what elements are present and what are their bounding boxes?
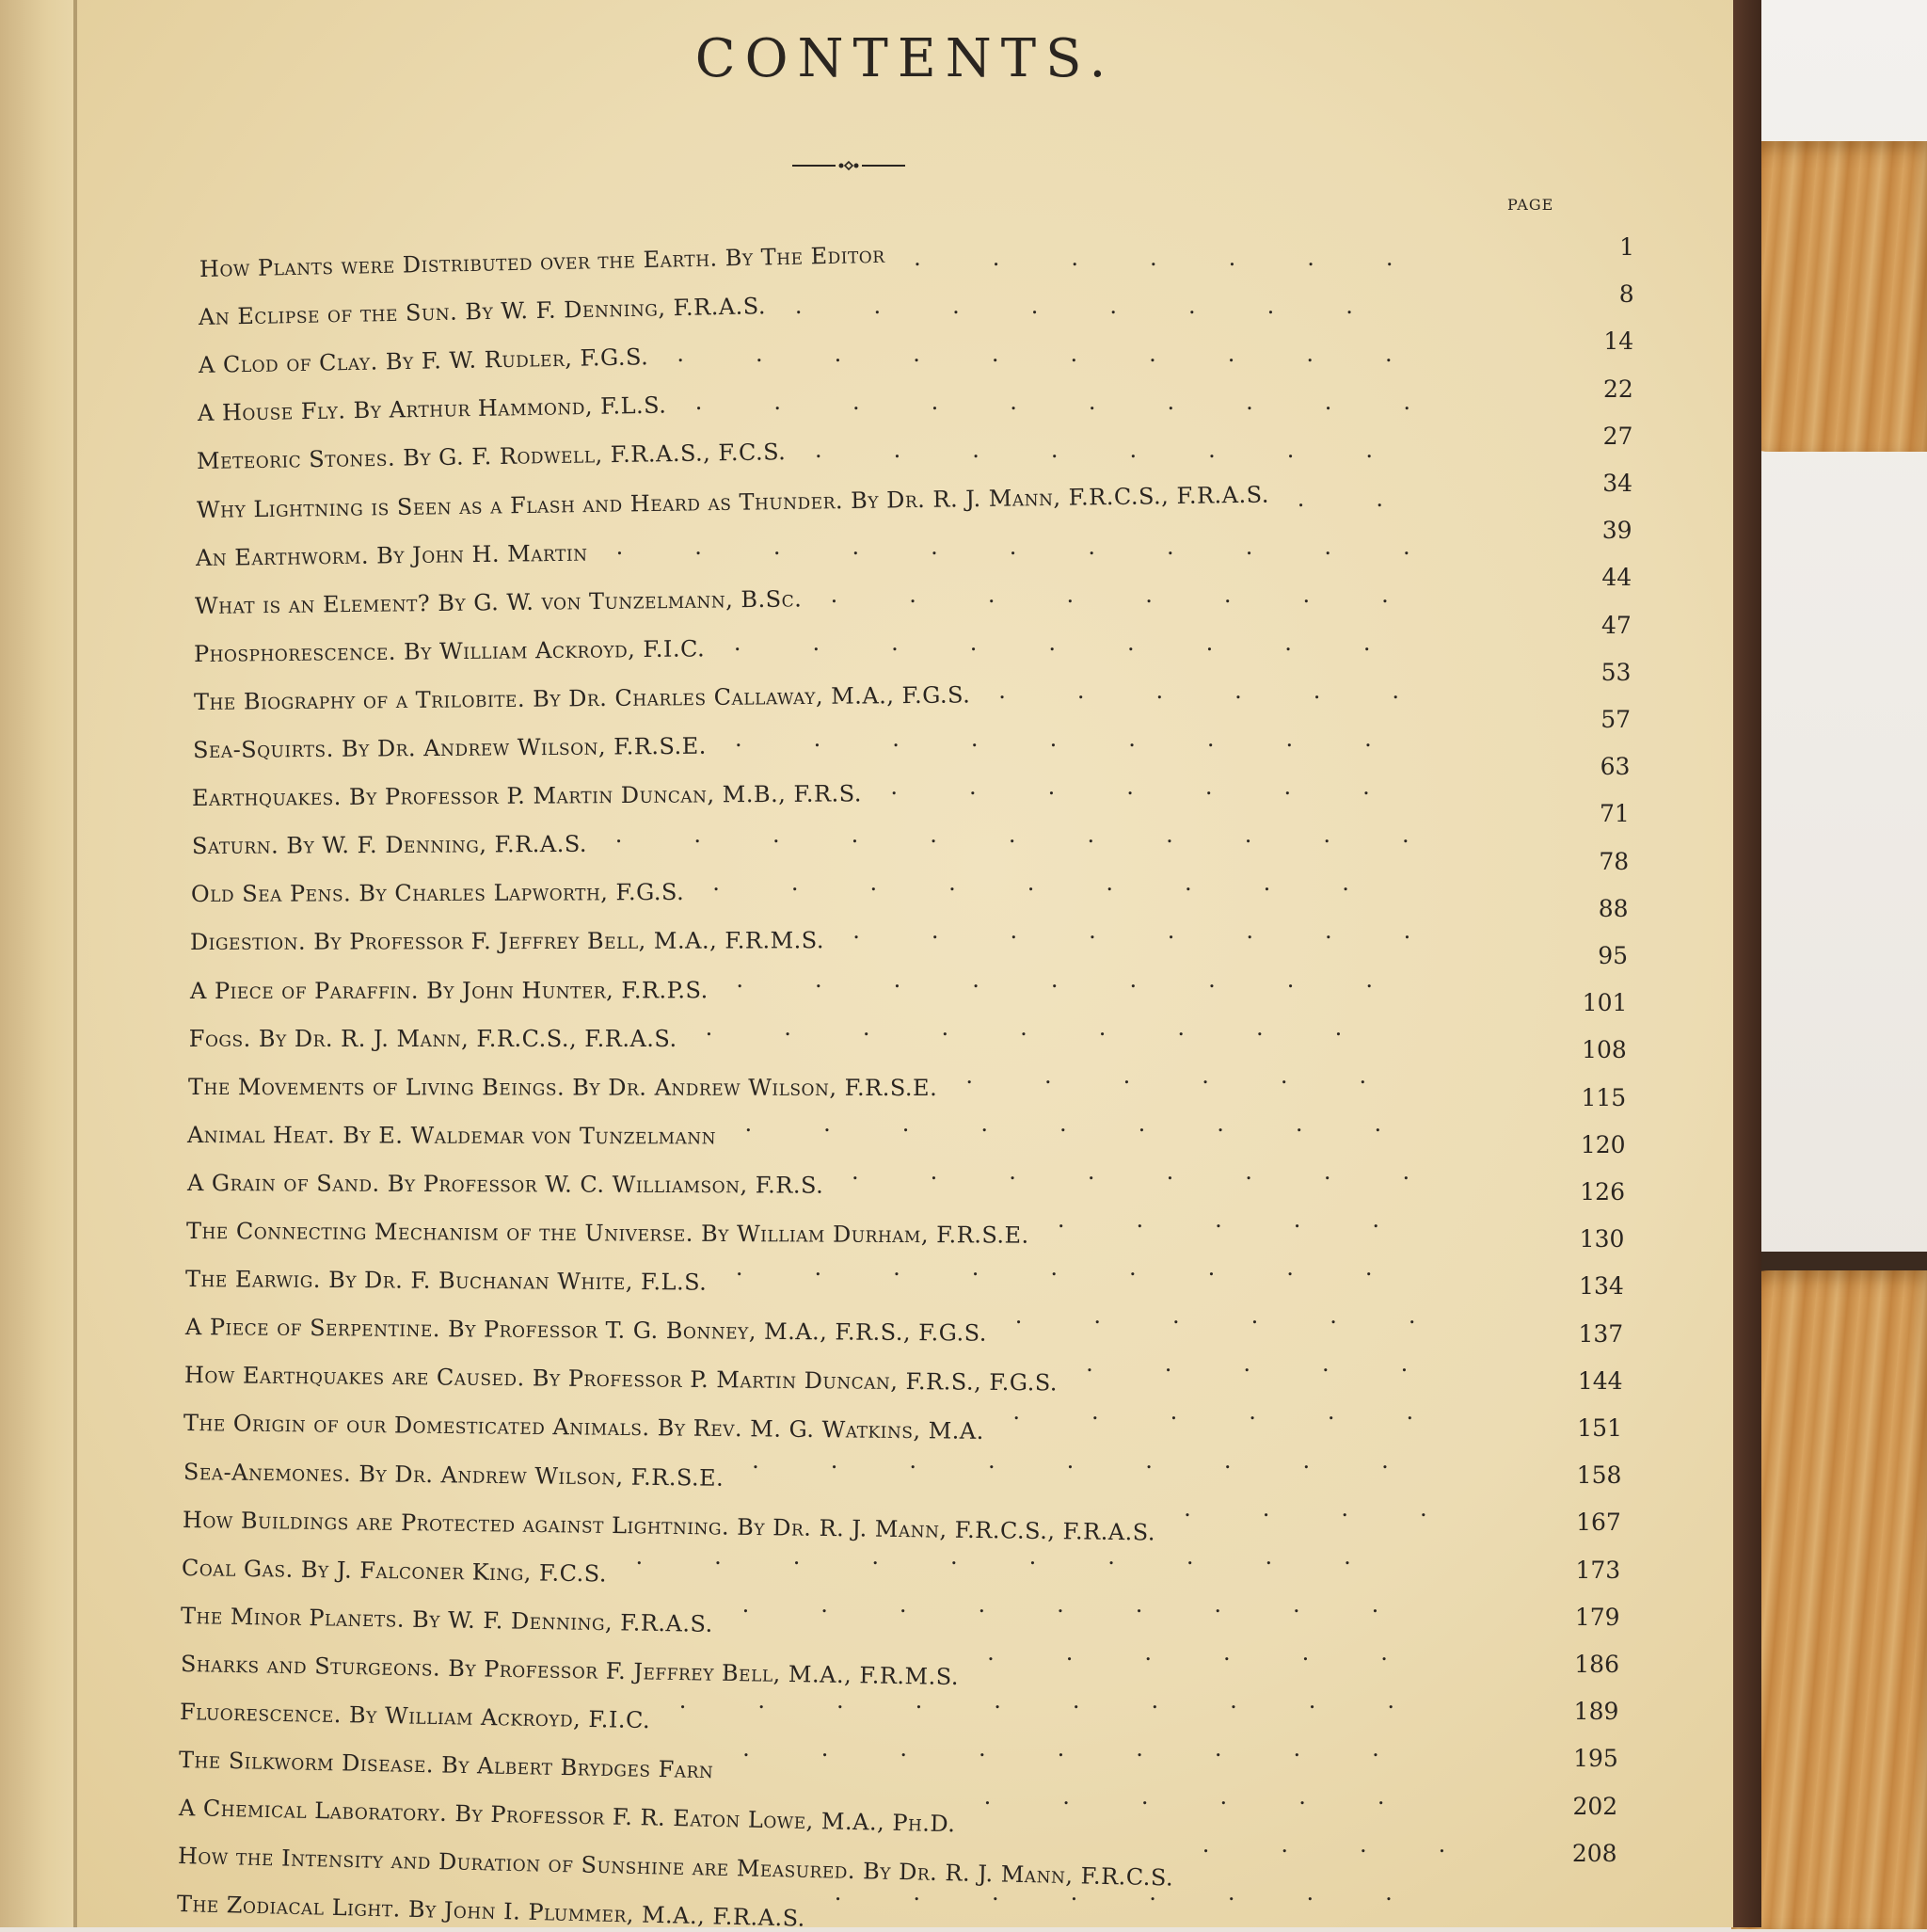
- toc-page-number: 130: [1579, 1225, 1625, 1253]
- toc-title: Sea-Anemones. By Dr. Andrew Wilson, F.R.S.E.: [183, 1458, 724, 1492]
- toc-entry: [77, 706, 1733, 763]
- toc-page-number: 126: [1580, 1178, 1625, 1206]
- toc-page-number: 14: [1603, 327, 1634, 356]
- toc-leader-dots: ......: [987, 1638, 1459, 1666]
- toc-title: An Earthworm. By John H. Martin: [195, 539, 588, 571]
- toc-leader-dots: ......: [983, 1783, 1457, 1811]
- toc-title: How Earthquakes are Caused. By Professor P. Martin Duncan, F.R.S., F.G.S.: [183, 1362, 1059, 1397]
- toc-leader-dots: .........: [752, 1446, 1460, 1474]
- toc-leader-dots: .....: [1057, 1206, 1452, 1233]
- toc-title: A Grain of Sand. By Professor W. C. Williamson, F.R.S.: [186, 1169, 823, 1199]
- toc-page-number: 57: [1601, 706, 1631, 733]
- toc-leader-dots: ..........: [635, 1542, 1423, 1570]
- toc-entry: [77, 753, 1733, 812]
- toc-leader-dots: .........: [741, 1590, 1451, 1618]
- toc-page-number: 39: [1601, 517, 1632, 545]
- toc-page-number: 22: [1602, 375, 1633, 403]
- toc-title: Animal Heat. By E. Waldemar von Tunzelmann: [187, 1121, 717, 1150]
- toc-page-number: 158: [1576, 1461, 1622, 1490]
- toc-leader-dots: ...........: [615, 533, 1482, 560]
- toc-title: A Chemical Laboratory. By Professor F. R. Eaton Lowe, M.A., Ph.D.: [178, 1795, 956, 1838]
- toc-title: Phosphorescence. By William Ackroyd, F.I.C.: [194, 635, 706, 667]
- toc-leader-dots: ..........: [694, 389, 1483, 416]
- toc-title: Old Sea Pens. By Charles Lapworth, F.G.S.: [190, 879, 685, 908]
- toc-entry: [77, 658, 1733, 715]
- toc-leader-dots: .........: [712, 870, 1421, 897]
- page-column-label: PAGE: [1507, 196, 1554, 214]
- toc-entry: [77, 327, 1733, 379]
- toc-title: Why Lightning is Seen as a Flash and Heard as Thunder. By Dr. R. J. Mann, F.R.C.S., F.R.A.S.: [196, 481, 1269, 523]
- toc-page-number: 108: [1582, 1036, 1627, 1064]
- toc-leader-dots: ........: [794, 293, 1425, 320]
- toc-page-number: 71: [1599, 800, 1630, 828]
- toc-leader-dots: ......: [998, 677, 1472, 704]
- toc-leader-dots: .........: [735, 1254, 1444, 1282]
- toc-title: How Buildings are Protected against Lightning. By Dr. R. J. Mann, F.R.C.S., F.R.A.S.: [182, 1506, 1155, 1546]
- toc-entry: [77, 375, 1733, 427]
- toc-title: Sea-Squirts. By Dr. Andrew Wilson, F.R.S.E.: [192, 732, 707, 763]
- toc-page-number: 134: [1579, 1272, 1624, 1301]
- toc-title: What is an Element? By G. W. von Tunzelmann, B.Sc.: [194, 585, 803, 619]
- toc-title: The Minor Planets. By W. F. Denning, F.R.A.S.: [181, 1602, 714, 1637]
- toc-title: A Piece of Paraffin. By John Hunter, F.R.P.S.: [189, 976, 709, 1004]
- toc-title: A House Fly. By Arthur Hammond, F.L.S.: [197, 391, 667, 427]
- book-cover-edge: [1731, 0, 1761, 1927]
- toc-page-number: 202: [1572, 1792, 1618, 1820]
- toc-page-number: 27: [1602, 422, 1633, 450]
- toc-leader-dots: .........: [733, 629, 1442, 656]
- toc-title: Fluorescence. By William Ackroyd, F.I.C.: [179, 1699, 651, 1734]
- toc-page-number: 195: [1573, 1745, 1618, 1773]
- toc-leader-dots: .........: [736, 966, 1444, 993]
- toc-leader-dots: .........: [735, 726, 1443, 752]
- toc-page-number: 47: [1601, 611, 1632, 639]
- toc-page-number: 1: [1619, 233, 1634, 261]
- toc-page-number: 115: [1581, 1083, 1627, 1111]
- facing-page-edge: [0, 0, 85, 1927]
- toc-leader-dots: .......: [914, 245, 1465, 271]
- toc-page-number: 120: [1580, 1130, 1626, 1158]
- toc-entry: [77, 1839, 1733, 1932]
- toc-title: Earthquakes. By Professor P. Martin Duncan, M.B., F.R.S.: [192, 780, 863, 812]
- toc-page-number: 34: [1602, 470, 1632, 497]
- toc-title: Fogs. By Dr. R. J. Mann, F.R.C.S., F.R.A.S.: [188, 1025, 677, 1052]
- toc-page-number: 78: [1599, 847, 1630, 875]
- toc-leader-dots: ..........: [678, 1687, 1466, 1714]
- toc-title: How the Intensity and Duration of Sunshine are Measured. By Dr. R. J. Mann, F.R.C.S.: [177, 1843, 1174, 1892]
- contents-page: [77, 0, 1733, 1932]
- toc-title: Saturn. By W. F. Denning, F.R.A.S.: [191, 830, 587, 860]
- toc-page-number: 144: [1577, 1366, 1623, 1395]
- toc-leader-dots: ......: [1012, 1398, 1486, 1426]
- toc-leader-dots: ....: [1184, 1494, 1499, 1522]
- toc-title: Coal Gas. By J. Falconer King, F.C.S.: [181, 1554, 608, 1588]
- toc-leader-dots: ..........: [677, 341, 1464, 368]
- table-of-contents: [77, 0, 1733, 1932]
- toc-title: The Connecting Mechanism of the Universe. By William Durham, F.R.S.E.: [185, 1218, 1029, 1249]
- toc-entry: [77, 800, 1733, 860]
- toc-page-number: 189: [1573, 1698, 1619, 1726]
- toc-entry: [77, 470, 1733, 523]
- toc-page-number: 95: [1598, 942, 1628, 969]
- toc-leader-dots: .........: [705, 1014, 1414, 1041]
- toc-entry: [77, 611, 1733, 667]
- toc-page-number: 173: [1575, 1556, 1621, 1584]
- toc-leader-dots: ..: [1297, 485, 1456, 512]
- toc-title: The Zodiacal Light. By John I. Plummer, M.A., F.R.A.S.: [176, 1891, 806, 1932]
- toc-title: The Origin of our Domesticated Animals. By Rev. M. G. Watkins, M.A.: [183, 1410, 985, 1445]
- toc-title: The Biography of a Trilobite. By Dr. Charles Callaway, M.A., F.G.S.: [193, 681, 971, 715]
- toc-page-number: 53: [1601, 658, 1632, 686]
- toc-leader-dots: .........: [742, 1735, 1451, 1763]
- toc-leader-dots: ........: [852, 1158, 1482, 1185]
- toc-leader-dots: ......: [965, 1062, 1439, 1089]
- toc-page-number: 208: [1571, 1839, 1617, 1867]
- toc-page-number: 44: [1601, 564, 1632, 592]
- toc-title: Sharks and Sturgeons. By Professor F. Jeffrey Bell, M.A., F.R.M.S.: [180, 1650, 959, 1690]
- toc-leader-dots: ......: [1014, 1302, 1488, 1330]
- toc-title: A Piece of Serpentine. By Professor T. G. Bonney, M.A., F.R.S., F.G.S.: [184, 1314, 987, 1347]
- toc-title: A Clod of Clay. By F. W. Rudler, F.G.S.: [198, 343, 649, 379]
- toc-entry: [77, 422, 1733, 475]
- toc-leader-dots: ........: [852, 918, 1483, 945]
- toc-page-number: 137: [1578, 1319, 1624, 1348]
- toc-page-number: 88: [1598, 894, 1629, 922]
- toc-leader-dots: .........: [744, 1110, 1454, 1137]
- toc-leader-dots: ........: [830, 581, 1460, 608]
- toc-entry: [77, 564, 1733, 619]
- toc-title: The Silkworm Disease. By Albert Brydges Farn: [179, 1747, 714, 1784]
- toc-leader-dots: ........: [814, 437, 1444, 464]
- toc-entry: [77, 233, 1733, 282]
- toc-page-number: 186: [1574, 1651, 1619, 1678]
- toc-page-number: 179: [1574, 1603, 1620, 1631]
- toc-leader-dots: ....: [1202, 1831, 1518, 1859]
- toc-title: Meteoric Stones. By G. F. Rodwell, F.R.A.S., F.C.S.: [196, 439, 787, 475]
- toc-title: How Plants were Distributed over the Earth. By The Editor: [199, 241, 885, 282]
- toc-title: Digestion. By Professor F. Jeffrey Bell, M.A., F.R.M.S.: [190, 927, 825, 956]
- toc-leader-dots: .....: [1086, 1350, 1480, 1378]
- contents-heading: CONTENTS.: [694, 28, 1116, 89]
- toc-leader-dots: ...........: [614, 822, 1481, 849]
- toc-page-number: 101: [1582, 989, 1628, 1017]
- toc-title: The Earwig. By Dr. F. Buchanan White, F.L.S.: [185, 1266, 708, 1296]
- toc-leader-dots: .......: [890, 774, 1441, 801]
- toc-title: The Movements of Living Beings. By Dr. Andrew Wilson, F.R.S.E.: [188, 1073, 938, 1101]
- toc-page-number: 167: [1576, 1509, 1621, 1537]
- toc-page-number: 63: [1600, 753, 1631, 781]
- toc-page-number: 151: [1577, 1414, 1622, 1442]
- toc-entry: [77, 517, 1733, 571]
- toc-page-number: 8: [1618, 280, 1634, 309]
- toc-entry: [77, 280, 1733, 331]
- toc-leader-dots: ........: [834, 1879, 1464, 1907]
- toc-title: An Eclipse of the Sun. By W. F. Denning, F.R.A.S.: [199, 293, 767, 331]
